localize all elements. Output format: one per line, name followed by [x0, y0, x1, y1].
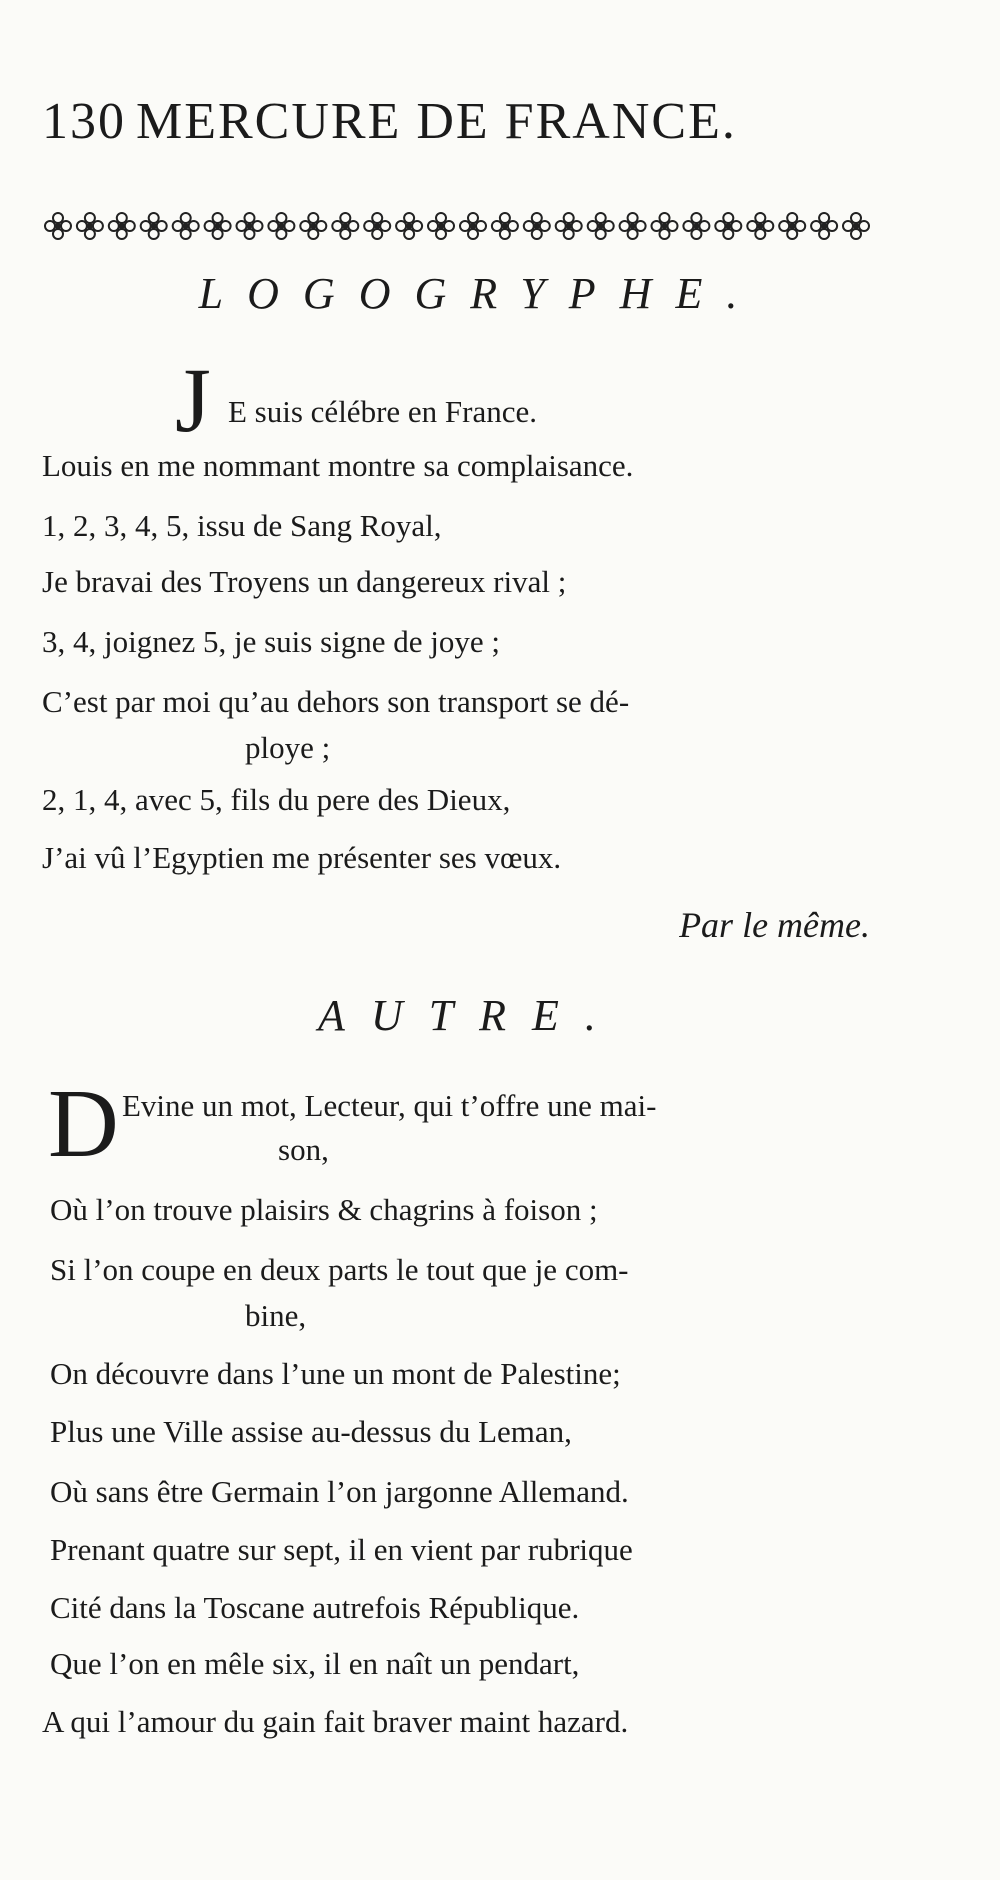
- autre-title: AUTRE.: [318, 991, 622, 1040]
- fleuron-icon: [556, 213, 582, 239]
- running-title: MERCURE DE FRANCE.: [136, 93, 737, 150]
- fleuron-icon: [141, 213, 167, 239]
- poem-line: Où l’on trouve plaisirs & chagrins à foison ;: [50, 1192, 598, 1227]
- fleuron-icon: [683, 213, 709, 239]
- poem-line: C’est par moi qu’au dehors son transport se dé-: [42, 684, 630, 719]
- page-number: 130: [42, 93, 126, 150]
- fleuron-icon: [268, 213, 294, 239]
- fleuron-icon: [237, 213, 263, 239]
- fleuron-icon: [332, 213, 358, 239]
- poem-line: 1, 2, 3, 4, 5, issu de Sang Royal,: [42, 508, 442, 543]
- running-head: [42, 92, 737, 151]
- poem-line: Si l’on coupe en deux parts le tout que je com-: [50, 1252, 629, 1287]
- poem-line: 2, 1, 4, avec 5, fils du pere des Dieux,: [42, 782, 511, 817]
- poem-line: Evine un mot, Lecteur, qui t’offre une mai-: [122, 1088, 657, 1123]
- poem-line: Plus une Ville assise au-dessus du Leman,: [50, 1414, 572, 1449]
- poem-line: Où sans être Germain l’on jargonne Allemand.: [50, 1474, 629, 1509]
- fleuron-icon: [779, 213, 805, 239]
- fleuron-icon: [428, 213, 454, 239]
- attribution: Par le même.: [679, 905, 870, 945]
- fleuron-icon: [173, 213, 199, 239]
- poem-line: Louis en me nommant montre sa complaisance.: [42, 448, 634, 483]
- poem-line: Cité dans la Toscane autrefois République.: [50, 1590, 580, 1625]
- fleuron-icon: [460, 213, 486, 239]
- poem-line: E suis célébre en France.: [228, 394, 538, 429]
- poem-line-continuation: son,: [278, 1132, 329, 1167]
- fleuron-icon: [843, 213, 869, 239]
- fleuron-icon: [747, 213, 773, 239]
- poem-line: On découvre dans l’une un mont de Palestine;: [50, 1356, 621, 1391]
- fleuron-icon: [524, 213, 550, 239]
- fleuron-icon: [109, 213, 135, 239]
- poem-line: 3, 4, joignez 5, je suis signe de joye ;: [42, 624, 501, 659]
- fleuron-icon: [77, 213, 103, 239]
- poem-line: J’ai vû l’Egyptien me présenter ses vœux.: [42, 840, 562, 875]
- fleuron-icon: [811, 213, 837, 239]
- ornament-band: [42, 204, 872, 248]
- poem-line-continuation: bine,: [245, 1298, 307, 1333]
- poem-line: Prenant quatre sur sept, il en vient par rubrique: [50, 1532, 633, 1567]
- fleuron-icon: [205, 213, 231, 239]
- fleuron-icon: [715, 213, 741, 239]
- fleuron-icon: [620, 213, 646, 239]
- poem-line-continuation: ploye ;: [245, 730, 331, 765]
- logogryphe-title: LOGOGRYPHE.: [198, 269, 762, 318]
- fleuron-icon: [652, 213, 678, 239]
- poem-line: Je bravai des Troyens un dangereux rival ;: [42, 564, 567, 599]
- poem-line: A qui l’amour du gain fait braver maint hazard.: [42, 1704, 629, 1739]
- poem-line: Que l’on en mêle six, il en naît un pendart,: [50, 1646, 580, 1681]
- fleuron-icon: [396, 213, 422, 239]
- fleuron-icon: [300, 213, 326, 239]
- fleuron-icon: [45, 213, 71, 239]
- fleuron-icon: [364, 213, 390, 239]
- fleuron-icon: [492, 213, 518, 239]
- autre-dropcap: D: [48, 1070, 119, 1178]
- logogryphe-dropcap: J: [175, 349, 211, 451]
- fleuron-icon: [588, 213, 614, 239]
